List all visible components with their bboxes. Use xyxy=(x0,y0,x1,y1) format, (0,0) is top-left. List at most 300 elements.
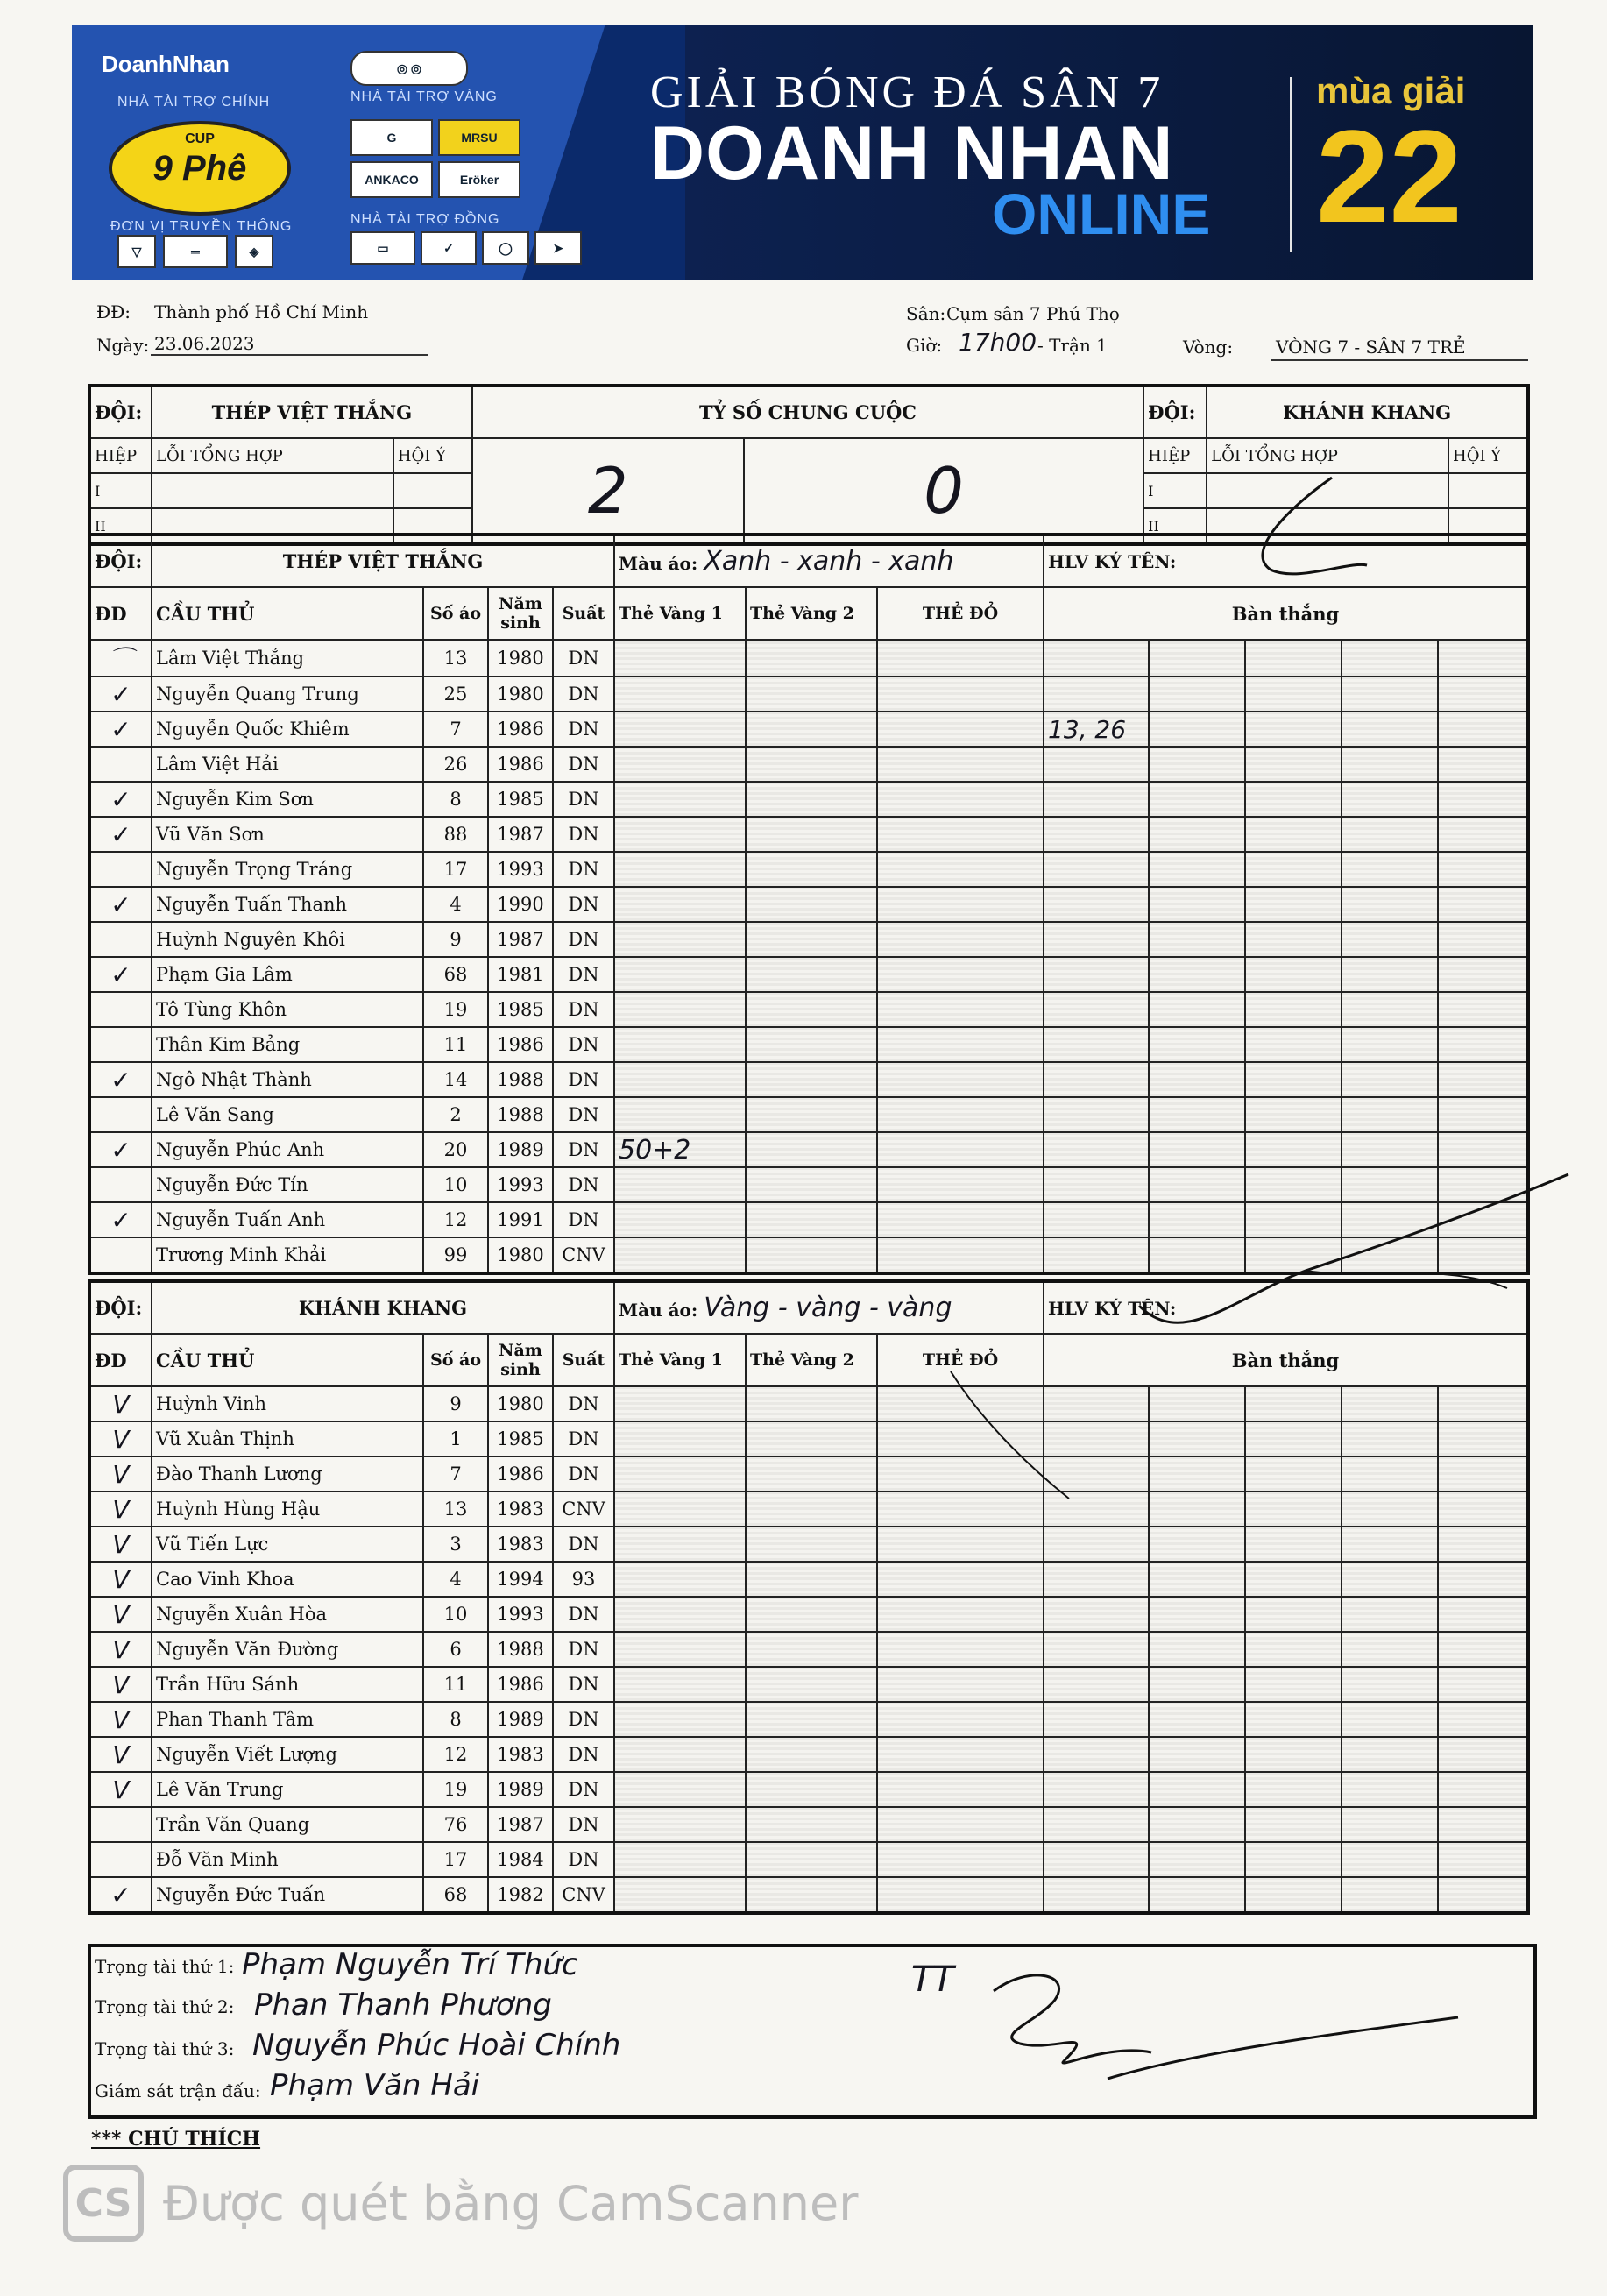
goal-cell xyxy=(1438,1667,1528,1702)
goal-cell xyxy=(1342,1562,1438,1597)
match-number: - Trận 1 xyxy=(1037,335,1108,356)
goal-cell xyxy=(1342,1632,1438,1667)
ref3-label: Trọng tài thứ 3: xyxy=(95,2038,235,2059)
coach-signature-2 xyxy=(1130,1166,1586,1358)
goal-cell xyxy=(1245,1062,1342,1097)
cup-small: CUP xyxy=(185,131,215,146)
goal-cell xyxy=(1149,1097,1245,1132)
goal-cell xyxy=(1044,747,1149,782)
col-dd: ĐD xyxy=(89,587,152,640)
shirt-number: 7 xyxy=(423,712,488,747)
shirt-number: 4 xyxy=(423,887,488,922)
goal-cell xyxy=(1438,887,1528,922)
birth-year: 1986 xyxy=(488,1667,553,1702)
goal-cell xyxy=(1149,1842,1245,1877)
player-name: Huỳnh Hùng Hậu xyxy=(152,1492,423,1527)
goal-cell xyxy=(1044,1097,1149,1132)
yellow-card-2 xyxy=(746,1167,877,1202)
red-card xyxy=(877,1667,1044,1702)
goal-cell xyxy=(1044,1027,1149,1062)
red-card xyxy=(877,1027,1044,1062)
slot-type: DN xyxy=(553,1386,614,1421)
goal-cell xyxy=(1245,712,1342,747)
col-suat: Suất xyxy=(553,587,614,640)
gold-sponsor-logo-top: ◎ ◎ xyxy=(350,51,468,86)
pitch-value: Cụm sân 7 Phú Thọ xyxy=(946,303,1120,324)
slot-type: DN xyxy=(553,1027,614,1062)
match-date: 23.06.2023 xyxy=(154,333,255,354)
round-value: VÒNG 7 - SÂN 7 TRẺ xyxy=(1276,337,1466,358)
attendance-mark: ✓ xyxy=(89,712,152,747)
shirt-number: 68 xyxy=(423,957,488,992)
attendance-mark xyxy=(89,1237,152,1273)
shirt-number: 9 xyxy=(423,922,488,957)
col-red-2: THẺ ĐỎ xyxy=(877,1334,1044,1386)
team1-player-row xyxy=(89,957,1528,992)
birth-year: 1993 xyxy=(488,1167,553,1202)
player-name: Ngô Nhật Thành xyxy=(152,1062,423,1097)
player-name: Lê Văn Trung xyxy=(152,1772,423,1807)
goal-cell xyxy=(1044,1737,1149,1772)
goal-cell xyxy=(1342,1527,1438,1562)
attendance-mark: V xyxy=(89,1421,152,1456)
red-card xyxy=(877,1702,1044,1737)
attendance-mark: ✓ xyxy=(89,887,152,922)
supervisor-signature xyxy=(976,1956,1467,2087)
goal-cell xyxy=(1044,1132,1149,1167)
goal-cell xyxy=(1438,712,1528,747)
goal-cell xyxy=(1245,1456,1342,1492)
team2-player-row xyxy=(89,1492,1528,1527)
slot-type: DN xyxy=(553,1842,614,1877)
red-card-strike xyxy=(946,1367,1087,1507)
yellow-card-1 xyxy=(614,1456,746,1492)
yellow-card-2 xyxy=(746,1667,877,1702)
yellow-card-2 xyxy=(746,1807,877,1842)
shirt-number: 12 xyxy=(423,1202,488,1237)
player-name: Trần Hữu Sánh xyxy=(152,1667,423,1702)
goal-cell xyxy=(1149,1421,1245,1456)
goal-cell xyxy=(1342,1877,1438,1913)
birth-year: 1980 xyxy=(488,1237,553,1273)
attendance-mark: V xyxy=(89,1737,152,1772)
birth-year: 1988 xyxy=(488,1632,553,1667)
yellow-card-2 xyxy=(746,677,877,712)
goal-cell xyxy=(1438,1386,1528,1421)
goal-cell xyxy=(1245,1097,1342,1132)
birth-year: 1994 xyxy=(488,1562,553,1597)
player-name: Phạm Gia Lâm xyxy=(152,957,423,992)
goal-cell xyxy=(1438,1097,1528,1132)
team1-player-row xyxy=(89,887,1528,922)
main-sponsor-label: NHÀ TÀI TRỢ CHÍNH xyxy=(117,95,271,110)
slot-type: DN xyxy=(553,1202,614,1237)
birth-year: 1993 xyxy=(488,852,553,887)
red-card xyxy=(877,1737,1044,1772)
yellow-card-1 xyxy=(614,1167,746,1202)
goal-cell xyxy=(1149,887,1245,922)
shirt-number: 20 xyxy=(423,1132,488,1167)
player-name: Huỳnh Nguyên Khôi xyxy=(152,922,423,957)
yellow-card-1: 50+2 xyxy=(614,1132,746,1167)
venue-city-label: ĐĐ: xyxy=(96,301,131,322)
shirt-number: 25 xyxy=(423,677,488,712)
yellow-card-1 xyxy=(614,782,746,817)
goal-cell xyxy=(1149,677,1245,712)
red-card xyxy=(877,640,1044,677)
slot-type: DN xyxy=(553,712,614,747)
media-logo-1: ▽ xyxy=(117,235,156,268)
shirt-number: 4 xyxy=(423,1562,488,1597)
shirt-number: 19 xyxy=(423,992,488,1027)
attendance-mark xyxy=(89,1097,152,1132)
ref2-name: Phan Thanh Phương xyxy=(254,1988,552,2023)
red-card xyxy=(877,1167,1044,1202)
half-label-b: HIỆP xyxy=(1143,438,1207,473)
col-suat-2: Suất xyxy=(553,1334,614,1386)
red-card xyxy=(877,1062,1044,1097)
birth-year: 1985 xyxy=(488,1421,553,1456)
slot-type: DN xyxy=(553,1062,614,1097)
red-card xyxy=(877,957,1044,992)
player-name: Phan Thanh Tâm xyxy=(152,1702,423,1737)
team1-player-row xyxy=(89,817,1528,852)
red-card xyxy=(877,1237,1044,1273)
match-time: 17h00 xyxy=(959,328,1037,357)
goal-cell xyxy=(1044,1562,1149,1597)
goal-cell xyxy=(1149,817,1245,852)
player-name: Lê Văn Sang xyxy=(152,1097,423,1132)
slot-type: DN xyxy=(553,1097,614,1132)
attendance-mark xyxy=(89,922,152,957)
goal-cell xyxy=(1245,1027,1342,1062)
yellow-card-1 xyxy=(614,1562,746,1597)
player-name: Vũ Xuân Thịnh xyxy=(152,1421,423,1456)
goal-cell xyxy=(1245,1132,1342,1167)
birth-year: 1980 xyxy=(488,640,553,677)
goal-cell xyxy=(1342,992,1438,1027)
team1-coach-sign-label: HLV KÝ TÊN: xyxy=(1044,535,1528,587)
goal-cell xyxy=(1044,992,1149,1027)
goal-cell xyxy=(1245,1737,1342,1772)
goal-cell xyxy=(1342,1807,1438,1842)
cup-name: 9 Phê xyxy=(152,148,247,188)
tt-mark: TT xyxy=(911,1959,954,2000)
team1-player-row xyxy=(89,1027,1528,1062)
red-card xyxy=(877,817,1044,852)
fouls-label-a: LỖI TỔNG HỢP xyxy=(152,438,393,473)
goal-cell xyxy=(1245,1877,1342,1913)
player-name: Đỗ Văn Minh xyxy=(152,1842,423,1877)
goal-cell xyxy=(1438,1597,1528,1632)
player-name: Nguyễn Đức Tuấn xyxy=(152,1877,423,1913)
shirt-number: 13 xyxy=(423,1492,488,1527)
slot-type: DN xyxy=(553,1597,614,1632)
yellow-card-1 xyxy=(614,1421,746,1456)
goal-cell xyxy=(1044,782,1149,817)
slot-type: DN xyxy=(553,1421,614,1456)
red-card xyxy=(877,1842,1044,1877)
slot-type: DN xyxy=(553,852,614,887)
slot-type: DN xyxy=(553,1772,614,1807)
goal-cell xyxy=(1342,1097,1438,1132)
supervisor-label: Giám sát trận đấu: xyxy=(95,2080,261,2101)
score-team-a-label: ĐỘI: xyxy=(89,386,152,438)
shirt-number: 17 xyxy=(423,852,488,887)
col-yellow2-2: Thẻ Vàng 2 xyxy=(746,1334,877,1386)
yellow-card-2 xyxy=(746,747,877,782)
yellow-card-1 xyxy=(614,922,746,957)
attendance-mark: ✓ xyxy=(89,677,152,712)
red-card xyxy=(877,1597,1044,1632)
goal-cell xyxy=(1044,1807,1149,1842)
goal-cell xyxy=(1342,1702,1438,1737)
goal-cell xyxy=(1438,817,1528,852)
yellow-card-2 xyxy=(746,1237,877,1273)
goal-cell xyxy=(1245,852,1342,887)
birth-year: 1985 xyxy=(488,992,553,1027)
goal-cell xyxy=(1438,992,1528,1027)
goal-cell xyxy=(1245,1667,1342,1702)
goal-cell xyxy=(1438,1527,1528,1562)
shirt-number: 7 xyxy=(423,1456,488,1492)
slot-type: CNV xyxy=(553,1877,614,1913)
shirt-number: 3 xyxy=(423,1527,488,1562)
goal-cell xyxy=(1149,1807,1245,1842)
goal-cell xyxy=(1149,782,1245,817)
goal-cell xyxy=(1044,1702,1149,1737)
birth-year: 1986 xyxy=(488,712,553,747)
team1-player-row xyxy=(89,1062,1528,1097)
shirt-number: 1 xyxy=(423,1421,488,1456)
goal-cell xyxy=(1438,747,1528,782)
slot-type: CNV xyxy=(553,1492,614,1527)
red-card xyxy=(877,992,1044,1027)
yellow-card-2 xyxy=(746,1632,877,1667)
shirt-number: 12 xyxy=(423,1737,488,1772)
goal-cell xyxy=(1438,1456,1528,1492)
goal-cell xyxy=(1438,1807,1528,1842)
red-card xyxy=(877,1877,1044,1913)
goal-cell xyxy=(1245,1492,1342,1527)
yellow-card-2 xyxy=(746,1877,877,1913)
half-1-b: I xyxy=(1143,473,1207,508)
goal-cell xyxy=(1149,1737,1245,1772)
attendance-mark: ✓ xyxy=(89,957,152,992)
camscanner-watermark xyxy=(63,2165,858,2242)
yellow-card-2 xyxy=(746,1027,877,1062)
yellow-card-1 xyxy=(614,1737,746,1772)
media-logo-2: ═ xyxy=(163,235,228,268)
goal-cell xyxy=(1245,887,1342,922)
col-red: THẺ ĐỎ xyxy=(877,587,1044,640)
yellow-card-2 xyxy=(746,640,877,677)
player-name: Nguyễn Văn Đường xyxy=(152,1632,423,1667)
player-name: Đào Thanh Lương xyxy=(152,1456,423,1492)
slot-type: DN xyxy=(553,1632,614,1667)
goal-cell xyxy=(1342,1492,1438,1527)
shirt-number: 99 xyxy=(423,1237,488,1273)
attendance-mark xyxy=(89,992,152,1027)
slot-type: DN xyxy=(553,747,614,782)
col-goals-2: Bàn thắng xyxy=(1044,1334,1528,1386)
attendance-mark xyxy=(89,747,152,782)
birth-year: 1993 xyxy=(488,1597,553,1632)
goal-cell xyxy=(1342,1132,1438,1167)
birth-year: 1980 xyxy=(488,1386,553,1421)
slot-type: DN xyxy=(553,1456,614,1492)
yellow-card-2 xyxy=(746,1456,877,1492)
attendance-mark: ✓ xyxy=(89,1062,152,1097)
red-card xyxy=(877,1632,1044,1667)
half-label-a: HIỆP xyxy=(89,438,152,473)
shirt-number: 10 xyxy=(423,1597,488,1632)
banner-divider xyxy=(1290,77,1292,252)
referee-box xyxy=(88,1944,1537,2119)
yellow-card-2 xyxy=(746,1527,877,1562)
shirt-number: 88 xyxy=(423,817,488,852)
birth-year: 1989 xyxy=(488,1702,553,1737)
slot-type: DN xyxy=(553,1527,614,1562)
brand-logo: DoanhNhan xyxy=(102,51,230,77)
goal-cell xyxy=(1149,1456,1245,1492)
birth-year: 1983 xyxy=(488,1527,553,1562)
slot-type: DN xyxy=(553,1132,614,1167)
attendance-mark: V xyxy=(89,1527,152,1562)
goal-cell xyxy=(1438,1737,1528,1772)
yellow-card-1 xyxy=(614,640,746,677)
goal-cell xyxy=(1149,1562,1245,1597)
team1-player-row xyxy=(89,640,1528,677)
team2-player-row xyxy=(89,1772,1528,1807)
tournament-line3: ONLINE xyxy=(992,181,1211,246)
yellow-card-1 xyxy=(614,887,746,922)
yellow-card-2 xyxy=(746,1202,877,1237)
col-player: CẦU THỦ xyxy=(152,587,423,640)
bronze-logo-3: ◯ xyxy=(482,231,529,265)
col-number-2: Số áo xyxy=(423,1334,488,1386)
timeout-label-a: HỘI Ý xyxy=(393,438,472,473)
player-name: Huỳnh Vinh xyxy=(152,1386,423,1421)
timeout-h1-b xyxy=(1448,473,1528,508)
yellow-card-2 xyxy=(746,1737,877,1772)
team1-player-row xyxy=(89,992,1528,1027)
goal-cell xyxy=(1149,852,1245,887)
goal-cell xyxy=(1044,957,1149,992)
yellow-card-1 xyxy=(614,957,746,992)
goal-cell xyxy=(1149,1632,1245,1667)
camscanner-text: Được quét bằng CamScanner xyxy=(163,2175,859,2231)
team2-player-row xyxy=(89,1842,1528,1877)
goal-cell xyxy=(1149,1527,1245,1562)
goal-cell xyxy=(1438,1842,1528,1877)
yellow-card-1 xyxy=(614,712,746,747)
goal-cell xyxy=(1342,640,1438,677)
goal-cell xyxy=(1044,1597,1149,1632)
player-name: Nguyễn Tuấn Anh xyxy=(152,1202,423,1237)
attendance-mark: ✓ xyxy=(89,782,152,817)
yellow-card-2 xyxy=(746,1132,877,1167)
half-2-a: II xyxy=(89,508,152,544)
goal-cell xyxy=(1342,712,1438,747)
slot-type: DN xyxy=(553,640,614,677)
round-underline xyxy=(1271,359,1528,361)
timeout-label-b: HỘI Ý xyxy=(1448,438,1528,473)
player-name: Trần Văn Quang xyxy=(152,1807,423,1842)
goal-cell xyxy=(1245,677,1342,712)
yellow-card-2 xyxy=(746,1097,877,1132)
media-logo-3: ◈ xyxy=(235,235,273,268)
col-birth-2: Năm sinh xyxy=(488,1334,553,1386)
yellow-card-2 xyxy=(746,1702,877,1737)
player-name: Nguyễn Trọng Tráng xyxy=(152,852,423,887)
yellow-card-2 xyxy=(746,1772,877,1807)
timeout-h1-a xyxy=(393,473,472,508)
tournament-line1: GIẢI BÓNG ĐÁ SÂN 7 xyxy=(650,67,1165,117)
gold-sponsor-3: ANKACO xyxy=(350,161,433,198)
yellow-card-1 xyxy=(614,1237,746,1273)
goal-cell xyxy=(1342,887,1438,922)
goal-cell xyxy=(1245,1597,1342,1632)
goal-cell xyxy=(1044,1527,1149,1562)
goal-cell xyxy=(1149,1062,1245,1097)
team1-player-row xyxy=(89,852,1528,887)
goal-cell xyxy=(1438,1062,1528,1097)
team1-shirt-color: Xanh - xanh - xanh xyxy=(704,546,954,577)
attendance-mark: V xyxy=(89,1597,152,1632)
score-team-b-label: ĐỘI: xyxy=(1143,386,1207,438)
date-label: Ngày: xyxy=(96,335,150,356)
goal-cell xyxy=(1438,640,1528,677)
slot-type: DN xyxy=(553,922,614,957)
birth-year: 1989 xyxy=(488,1132,553,1167)
goal-cell xyxy=(1149,747,1245,782)
yellow-card-2 xyxy=(746,887,877,922)
shirt-number: 10 xyxy=(423,1167,488,1202)
slot-type: DN xyxy=(553,782,614,817)
red-card xyxy=(877,747,1044,782)
slot-type: DN xyxy=(553,957,614,992)
team2-roster xyxy=(88,1279,1530,1915)
yellow-card-1 xyxy=(614,1097,746,1132)
shirt-number: 9 xyxy=(423,1386,488,1421)
team1-player-row xyxy=(89,1132,1528,1167)
shirt-number: 19 xyxy=(423,1772,488,1807)
fouls-h1-a xyxy=(152,473,393,508)
col-yellow1-2: Thẻ Vàng 1 xyxy=(614,1334,746,1386)
goal-cell xyxy=(1342,782,1438,817)
yellow-card-1 xyxy=(614,1772,746,1807)
ref1-name: Phạm Nguyễn Trí Thức xyxy=(242,1947,578,1982)
slot-type: DN xyxy=(553,887,614,922)
birth-year: 1986 xyxy=(488,1027,553,1062)
goal-cell xyxy=(1245,922,1342,957)
goal-cell xyxy=(1149,640,1245,677)
birth-year: 1990 xyxy=(488,887,553,922)
goal-cell xyxy=(1245,957,1342,992)
goal-cell xyxy=(1438,1772,1528,1807)
goal-cell xyxy=(1149,1132,1245,1167)
goal-cell xyxy=(1044,852,1149,887)
yellow-card-1 xyxy=(614,1702,746,1737)
team2-player-row xyxy=(89,1527,1528,1562)
goal-cell xyxy=(1245,992,1342,1027)
yellow-card-1 xyxy=(614,677,746,712)
cup-logo xyxy=(109,121,291,216)
team1-player-row xyxy=(89,712,1528,747)
shirt-number: 6 xyxy=(423,1632,488,1667)
goal-cell xyxy=(1044,817,1149,852)
